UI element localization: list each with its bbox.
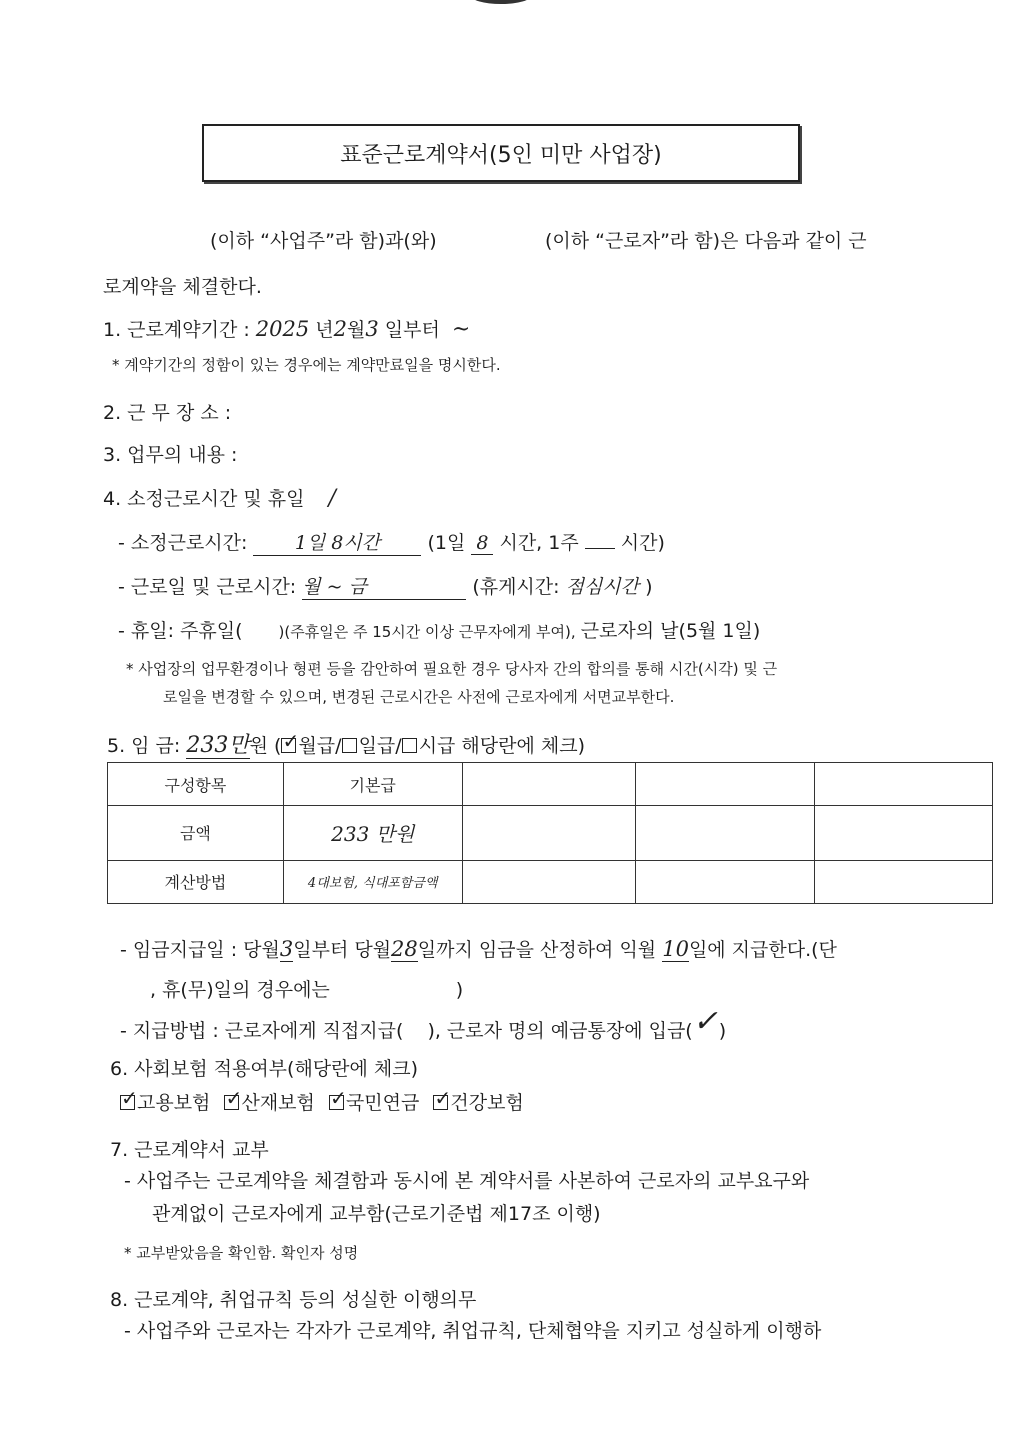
opt-hourly: 시급 해당란에 체크) <box>418 735 586 757</box>
section-2-label: 2. 근 무 장 소 : <box>103 402 232 424</box>
pay-to-handwritten: 28 <box>391 937 418 961</box>
from-word: 일부터 <box>384 319 440 341</box>
wage-table <box>107 762 993 904</box>
days-label: - 근로일 및 근로시간: <box>118 576 297 598</box>
rest-paren-b: ) <box>645 576 653 598</box>
insurance-item: 산재보험 <box>241 1092 315 1114</box>
checkbox-employment <box>120 1086 138 1110</box>
holiday-b: )(주휴일은 주 15시간 이상 근무자에게 부여), <box>278 623 576 641</box>
month-word: 월 <box>347 319 366 341</box>
section-4 <box>103 484 336 511</box>
holiday-a: - 휴일: 주휴일( <box>118 620 243 642</box>
pay-day-handwritten: 10 <box>662 937 689 961</box>
days-row <box>118 572 652 600</box>
pay-from-handwritten: 3 <box>279 937 294 961</box>
table-cell <box>636 860 815 903</box>
holiday-c: 근로자의 날(5월 1일) <box>580 620 761 642</box>
hours-paren-c: 시간) <box>620 532 665 554</box>
section-4-note-1: * 사업장의 업무환경이나 형편 등을 감안하여 필요한 경우 당사자 간의 합의를 통해 시간(시각) 및 근 <box>126 660 778 678</box>
section-7-label: 7. 근로계약서 교부 <box>110 1139 269 1161</box>
insurance-item: 건강보험 <box>450 1092 524 1114</box>
year-word: 년 <box>315 319 334 341</box>
table-row <box>108 806 993 860</box>
table-cell: 기본급 <box>283 763 462 806</box>
section-6-label: 6. 사회보험 적용여부(해당란에 체크) <box>110 1058 419 1080</box>
check-mark-handwritten: ✓ <box>121 1086 138 1110</box>
day-handwritten: 3 <box>365 317 379 341</box>
table-cell <box>815 806 993 860</box>
hours-handwritten: 1일 8시간 <box>253 528 421 556</box>
section-4-note-2: 로일을 변경할 수 있으며, 변경된 근로시간은 사전에 근로자에게 서면교부한다. <box>163 688 675 706</box>
rest-handwritten: 점심시간 <box>565 576 640 598</box>
check-mark-handwritten: ✓ <box>225 1086 243 1110</box>
checkbox-monthly <box>281 729 300 753</box>
checkbox-daily <box>342 738 357 753</box>
document-title <box>202 124 800 182</box>
intro-line2: 로계약을 체결한다. <box>103 276 262 298</box>
section-7-line-2: 관계없이 근로자에게 교부함(근로기준법 제17조 이행) <box>152 1203 601 1225</box>
check-mark-handwritten: ✓ <box>329 1086 347 1110</box>
table-row <box>108 763 993 806</box>
section-4-label: 4. 소정근로시간 및 휴일 <box>103 488 305 510</box>
insurance-item: 고용보험 <box>137 1092 211 1114</box>
pay-line-2 <box>150 975 463 1002</box>
days-handwritten: 월 ~ 금 <box>302 572 466 600</box>
check-mark-handwritten: ✓ <box>282 729 300 753</box>
table-cell: 금액 <box>108 806 284 860</box>
pay-b: 일부터 당월 <box>293 939 392 961</box>
year-handwritten: 2025 <box>255 317 310 341</box>
top-edge-mark <box>470 0 532 4</box>
deposit-check-handwritten: ✓ <box>692 1004 718 1039</box>
section-5 <box>107 728 585 759</box>
holiday-row <box>118 616 760 643</box>
pay-date-row <box>120 935 837 962</box>
wage-amount-handwritten: 233만 <box>186 733 250 758</box>
hours-day-handwritten: 8 <box>471 532 493 555</box>
section-7-line-1: - 사업주는 근로계약을 체결함과 동시에 본 계약서를 사본하여 근로자의 교부요구와 <box>124 1170 810 1192</box>
month-handwritten: 2 <box>333 317 348 341</box>
method-a: - 지급방법 : 근로자에게 직접지급( <box>120 1020 404 1042</box>
table-cell <box>462 763 636 806</box>
table-cell <box>815 860 993 903</box>
pay-method-row <box>120 1004 727 1045</box>
section-7-note: * 교부받았음을 확인함. 확인자 성명 <box>124 1244 359 1262</box>
won-word: 원 ( <box>249 735 282 757</box>
pay-line2-a: , 휴(무)일의 경우에는 <box>150 979 330 1001</box>
document-title-text: 표준근로계약서(5인 미만 사업장) <box>340 142 662 168</box>
rest-paren-a: (휴게시간: <box>472 576 560 598</box>
table-cell <box>462 806 636 860</box>
section-1 <box>103 315 470 342</box>
method-b: ), 근로자 명의 예금통장에 입금( <box>427 1020 693 1042</box>
table-cell <box>636 806 815 860</box>
hours-paren-a: (1일 <box>427 532 466 554</box>
section-4-mark-handwritten: / <box>328 486 336 511</box>
section-8-label: 8. 근로계약, 취업규칙 등의 성실한 이행의무 <box>110 1289 477 1311</box>
table-cell-handwritten: 233 만원 <box>283 806 462 860</box>
checkbox-pension <box>329 1086 347 1110</box>
table-cell <box>462 860 636 903</box>
insurance-row <box>120 1088 524 1115</box>
pay-a: - 임금지급일 : 당월 <box>120 939 280 961</box>
insurance-item: 국민연금 <box>345 1092 420 1114</box>
hours-label: - 소정근로시간: <box>118 532 248 554</box>
section-1-note: * 계약기간의 정함이 있는 경우에는 계약만료일을 명시한다. <box>112 356 501 374</box>
tilde-handwritten: ~ <box>451 317 471 342</box>
pay-c: 일까지 임금을 산정하여 익월 <box>417 939 657 961</box>
weekly-hours-blank <box>585 548 615 549</box>
checkbox-hourly <box>402 738 417 753</box>
table-cell-handwritten: 4대보험, 식대포함금액 <box>283 860 462 903</box>
opt-daily: 일급/ <box>358 735 402 757</box>
section-3-label: 3. 업무의 내용 : <box>103 444 238 466</box>
section-8-line-1: - 사업주와 근로자는 각자가 근로계약, 취업규칙, 단체협약을 지키고 성실하게 이행하 <box>124 1320 822 1342</box>
table-cell: 구성항목 <box>108 763 284 806</box>
checkbox-industrial <box>224 1086 243 1110</box>
section-1-label: 1. 근로계약기간 : <box>103 319 250 341</box>
table-cell <box>815 763 993 806</box>
method-c: ) <box>718 1020 727 1042</box>
intro-worker: (이하 “근로자”라 함)은 다음과 같이 근 <box>545 230 867 252</box>
pay-d: 일에 지급한다.(단 <box>688 939 837 961</box>
hours-row <box>118 528 665 556</box>
check-mark-handwritten: ✓ <box>434 1086 452 1110</box>
pay-line2-b: ) <box>455 979 464 1001</box>
intro-employer: (이하 “사업주”라 함)과(와) <box>210 230 437 252</box>
table-row <box>108 860 993 903</box>
table-cell: 계산방법 <box>108 860 284 903</box>
checkbox-health <box>433 1086 452 1110</box>
section-5-label: 5. 임 금: <box>107 735 181 757</box>
hours-paren-b: 시간, 1주 <box>499 532 579 554</box>
table-cell <box>636 763 815 806</box>
opt-monthly: 월급/ <box>298 735 342 757</box>
